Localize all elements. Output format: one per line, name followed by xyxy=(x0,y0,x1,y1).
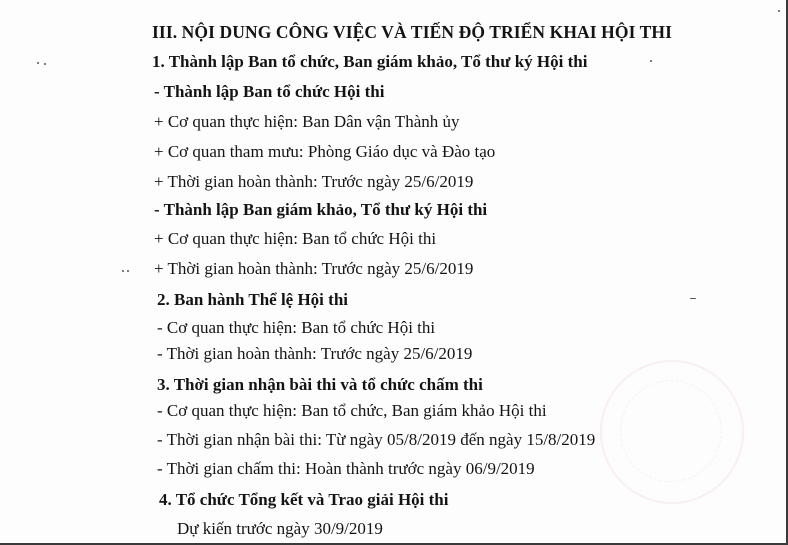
item-1a-agency: + Cơ quan thực hiện: Ban Dân vận Thành ủy xyxy=(154,112,460,131)
item-3-submission-period: - Thời gian nhận bài thi: Từ ngày 05/8/2019 đến ngày 15/8/2019 xyxy=(157,430,596,449)
item-1b-subheading: - Thành lập Ban giám khảo, Tổ thư ký Hội thi xyxy=(154,200,488,219)
section-title: III. NỘI DUNG CÔNG VIỆC VÀ TIẾN ĐỘ TRIỂN KHAI HỘI THI xyxy=(152,22,673,42)
item-3-agency: - Cơ quan thực hiện: Ban tổ chức, Ban giám khảo Hội thi xyxy=(157,401,547,420)
scan-speck xyxy=(778,10,780,12)
scan-speck xyxy=(37,62,39,64)
item-3-grading-deadline: - Thời gian chấm thi: Hoàn thành trước ngày 06/9/2019 xyxy=(157,459,535,478)
scan-speck xyxy=(650,60,652,62)
item-1b-agency: + Cơ quan thực hiện: Ban tổ chức Hội thi xyxy=(154,229,437,248)
item-4-expected-date: Dự kiến trước ngày 30/9/2019 xyxy=(177,519,383,538)
item-1a-subheading: - Thành lập Ban tổ chức Hội thi xyxy=(154,82,385,101)
faint-stamp-inner-ring xyxy=(620,380,722,482)
scan-speck xyxy=(127,270,129,272)
scan-speck xyxy=(690,298,696,299)
item-2-heading: 2. Ban hành Thể lệ Hội thi xyxy=(157,290,348,309)
scan-speck xyxy=(44,63,46,65)
item-2-deadline: - Thời gian hoàn thành: Trước ngày 25/6/2019 xyxy=(157,344,473,363)
item-1-heading: 1. Thành lập Ban tổ chức, Ban giám khảo, Tổ thư ký Hội thi xyxy=(152,52,588,71)
item-3-heading: 3. Thời gian nhận bài thi và tổ chức chấm thi xyxy=(157,375,483,394)
scan-speck xyxy=(122,270,124,272)
item-2-agency: - Cơ quan thực hiện: Ban tổ chức Hội thi xyxy=(157,318,436,337)
item-4-heading: 4. Tổ chức Tổng kết và Trao giải Hội thi xyxy=(159,490,449,509)
item-1b-deadline: + Thời gian hoàn thành: Trước ngày 25/6/2019 xyxy=(154,259,474,278)
item-1a-advisor: + Cơ quan tham mưu: Phòng Giáo dục và Đào tạo xyxy=(154,142,496,161)
item-1a-deadline: + Thời gian hoàn thành: Trước ngày 25/6/2019 xyxy=(154,172,474,191)
